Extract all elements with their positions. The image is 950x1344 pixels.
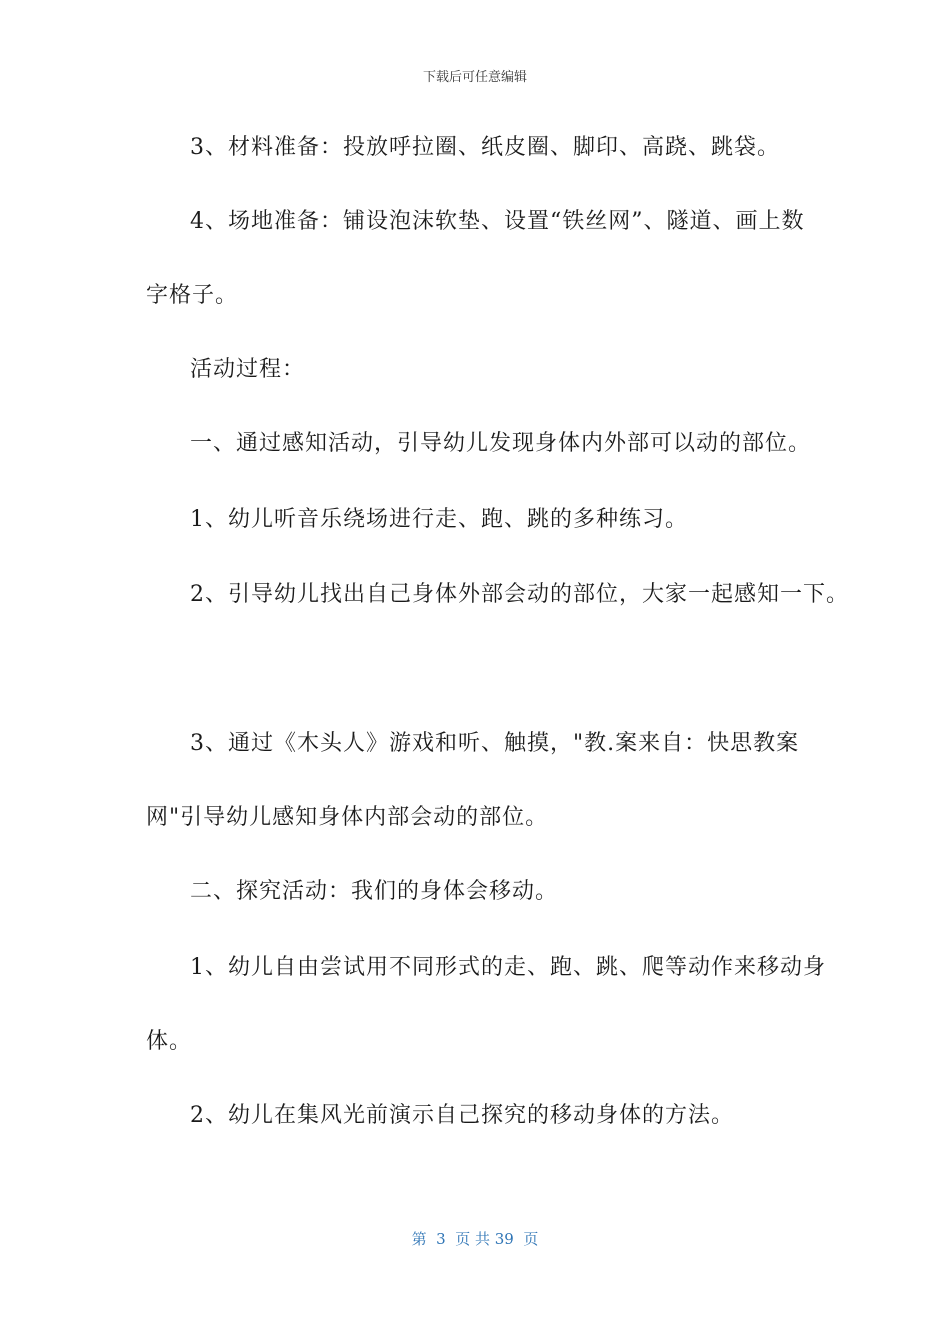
paragraph-line: 2、引导幼儿找出自己身体外部会动的部位，大家一起感知一下。 xyxy=(190,582,849,607)
paragraph-line: 4、场地准备：铺设泡沫软垫、设置“铁丝网”、隧道、画上数 xyxy=(190,209,805,234)
paragraph-line: 1、幼儿自由尝试用不同形式的走、跑、跳、爬等动作来移动身 xyxy=(190,955,826,980)
paragraph-line: 网"引导幼儿感知身体内部会动的部位。 xyxy=(146,805,549,830)
page-header: 下载后可任意编辑 xyxy=(422,70,527,85)
paragraph-line: 2、幼儿在集风光前演示自己探究的移动身体的方法。 xyxy=(190,1103,734,1128)
page-number-footer: 第 3 页 共 39 页 xyxy=(411,1230,539,1248)
paragraph-line: 二、探究活动：我们的身体会移动。 xyxy=(190,879,559,904)
paragraph-line: 3、通过《木头人》游戏和听、触摸，"教.案来自：快思教案 xyxy=(190,731,800,756)
paragraph-line: 一、通过感知活动，引导幼儿发现身体内外部可以动的部位。 xyxy=(190,431,812,456)
paragraph-line: 1、幼儿听音乐绕场进行走、跑、跳的多种练习。 xyxy=(190,507,688,532)
paragraph-line: 字格子。 xyxy=(146,283,239,308)
paragraph-line: 3、材料准备：投放呼拉圈、纸皮圈、脚印、高跷、跳袋。 xyxy=(190,135,780,160)
section-heading: 活动过程： xyxy=(190,357,306,382)
paragraph-line: 体。 xyxy=(146,1029,193,1054)
